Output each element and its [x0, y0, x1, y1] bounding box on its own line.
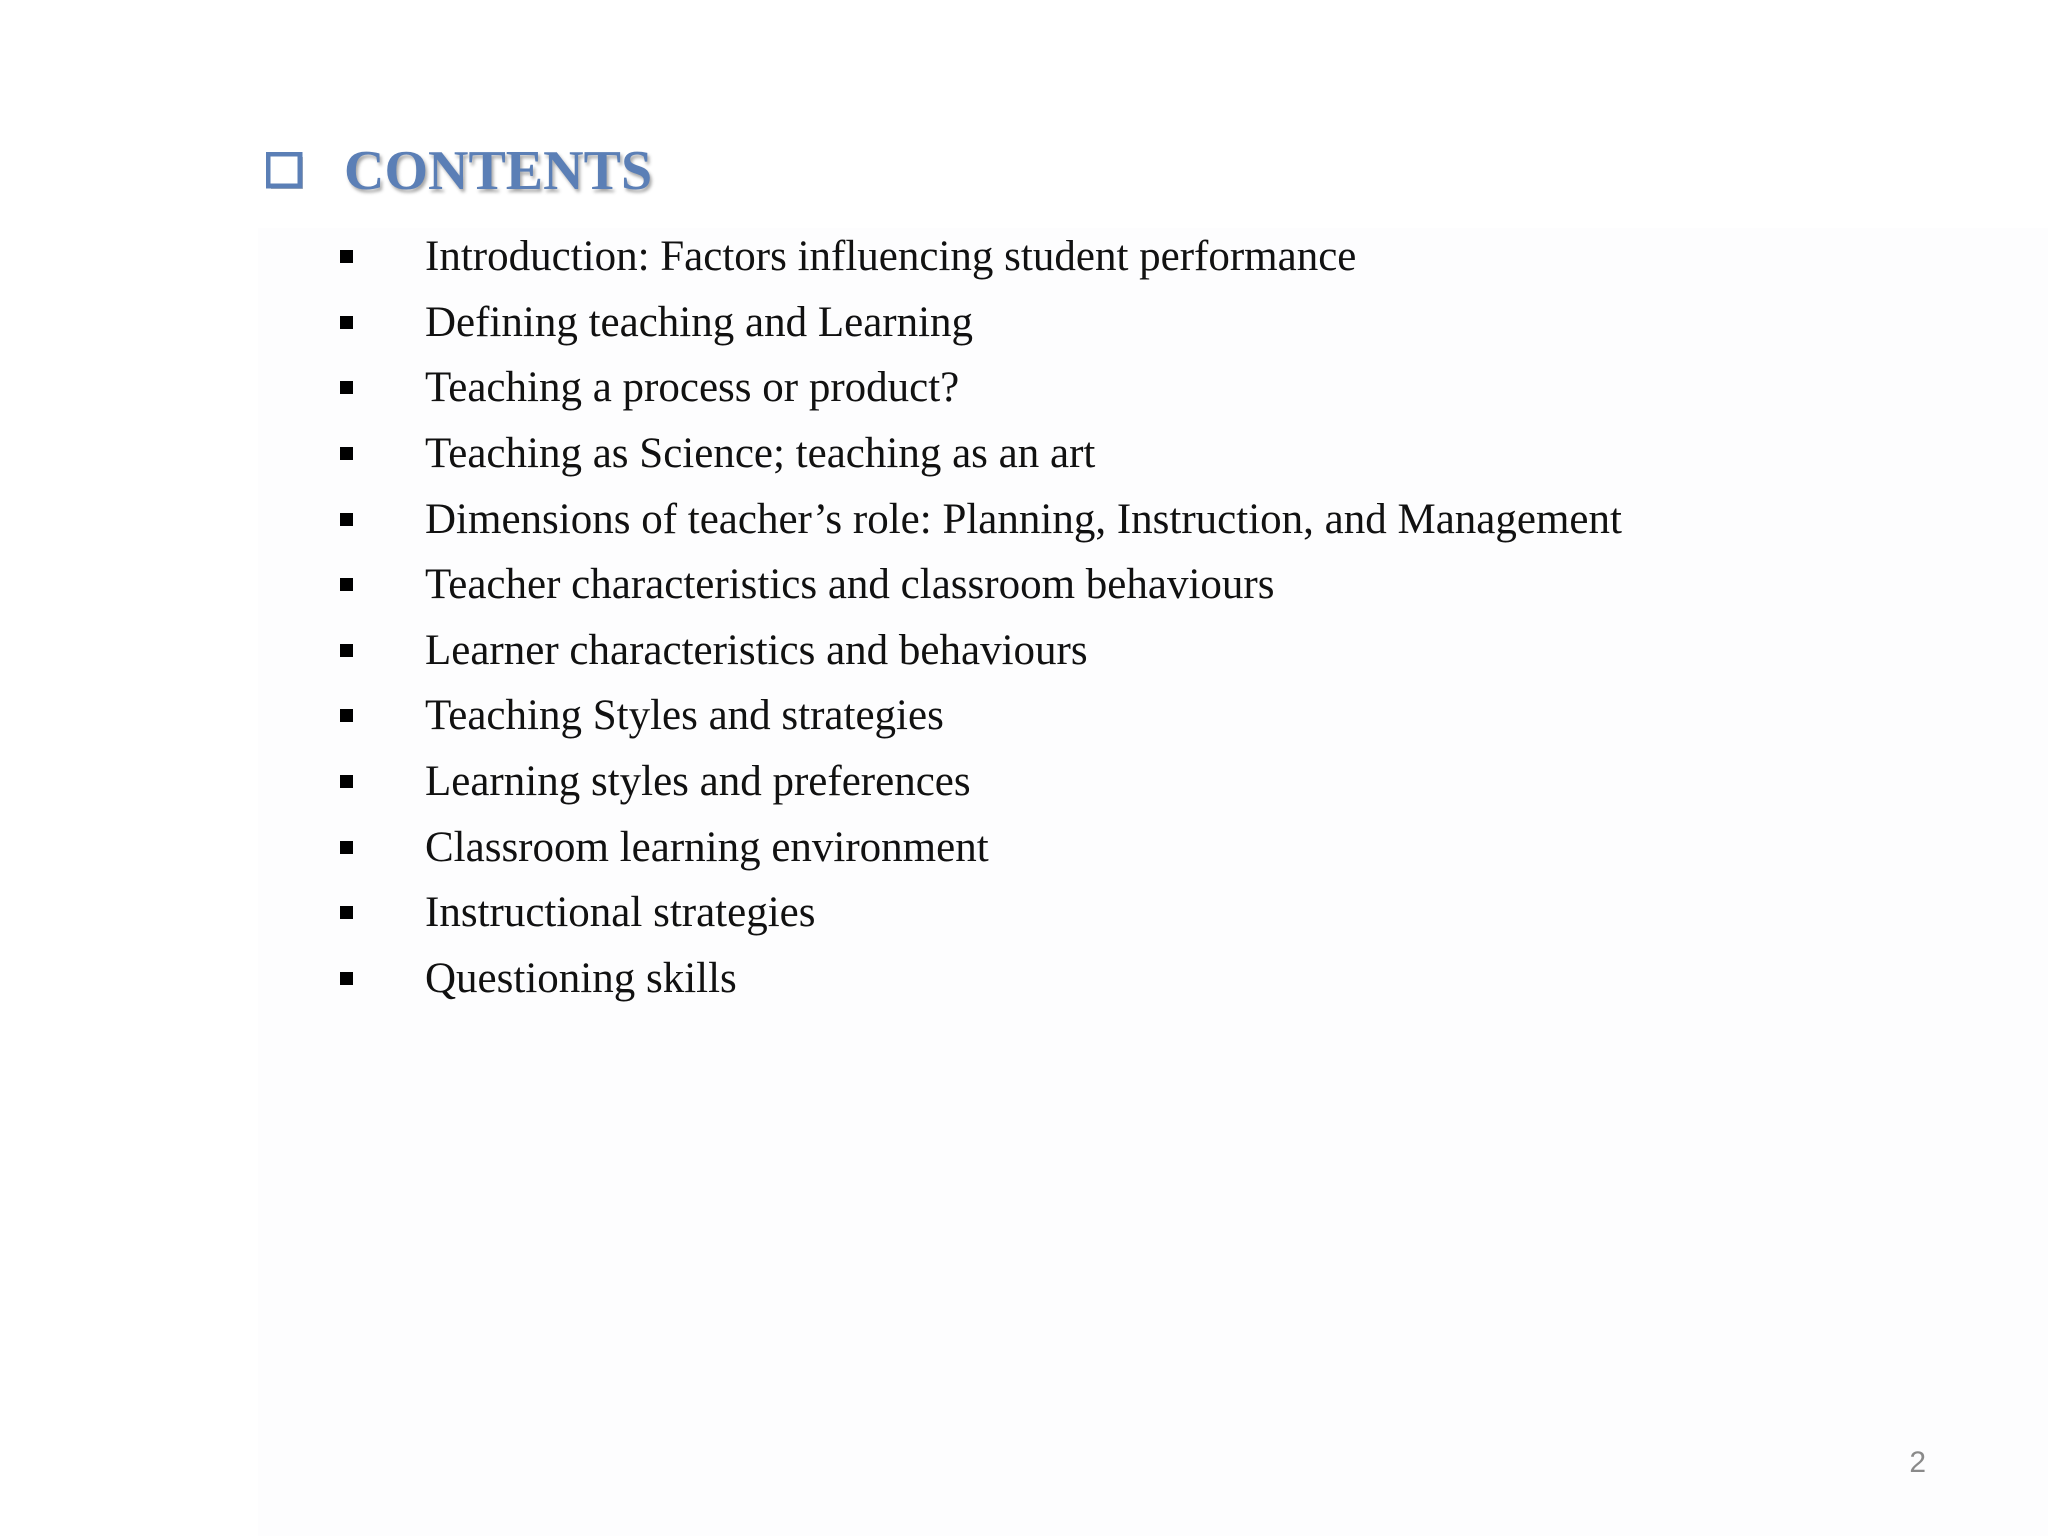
list-item	[340, 749, 1622, 815]
square-bullet-icon	[340, 775, 353, 788]
list-item-text: Learning styles and preferences	[425, 758, 971, 806]
list-item	[340, 355, 1622, 421]
checkbox-square-icon	[266, 152, 304, 190]
contents-list	[340, 224, 1622, 1011]
list-item	[340, 486, 1622, 552]
list-item-text: Instructional strategies	[425, 889, 816, 937]
square-bullet-icon	[340, 447, 353, 460]
square-bullet-icon	[340, 316, 353, 329]
list-item-text: Teaching a process or product?	[425, 364, 960, 412]
page-number: 2	[1909, 1446, 1926, 1479]
square-bullet-icon	[340, 709, 353, 722]
list-item	[340, 421, 1622, 487]
list-item-text: Teaching as Science; teaching as an art	[425, 430, 1096, 478]
list-item	[340, 552, 1622, 618]
list-item-text: Learner characteristics and behaviours	[425, 626, 1088, 674]
square-bullet-icon	[340, 972, 353, 985]
square-bullet-icon	[340, 513, 353, 526]
square-bullet-icon	[340, 644, 353, 657]
list-item-text: Defining teaching and Learning	[425, 298, 974, 346]
list-item-text: Introduction: Factors influencing student performance	[425, 233, 1357, 281]
list-item-text: Dimensions of teacher’s role: Planning, Instruction, and Management	[425, 495, 1622, 543]
list-item	[340, 290, 1622, 356]
list-item	[340, 683, 1622, 749]
square-bullet-icon	[340, 906, 353, 919]
square-bullet-icon	[340, 841, 353, 854]
square-bullet-icon	[340, 381, 353, 394]
slide-title-row	[266, 136, 652, 206]
list-item	[340, 880, 1622, 946]
square-bullet-icon	[340, 250, 353, 263]
slide-title: CONTENTS	[344, 140, 653, 202]
list-item	[340, 814, 1622, 880]
list-item-text: Teacher characteristics and classroom behaviours	[425, 561, 1275, 609]
list-item-text: Classroom learning environment	[425, 823, 989, 871]
list-item	[340, 224, 1622, 290]
list-item-text: Questioning skills	[425, 954, 737, 1002]
list-item	[340, 618, 1622, 684]
square-bullet-icon	[340, 578, 353, 591]
list-item	[340, 946, 1622, 1012]
list-item-text: Teaching Styles and strategies	[425, 692, 944, 740]
